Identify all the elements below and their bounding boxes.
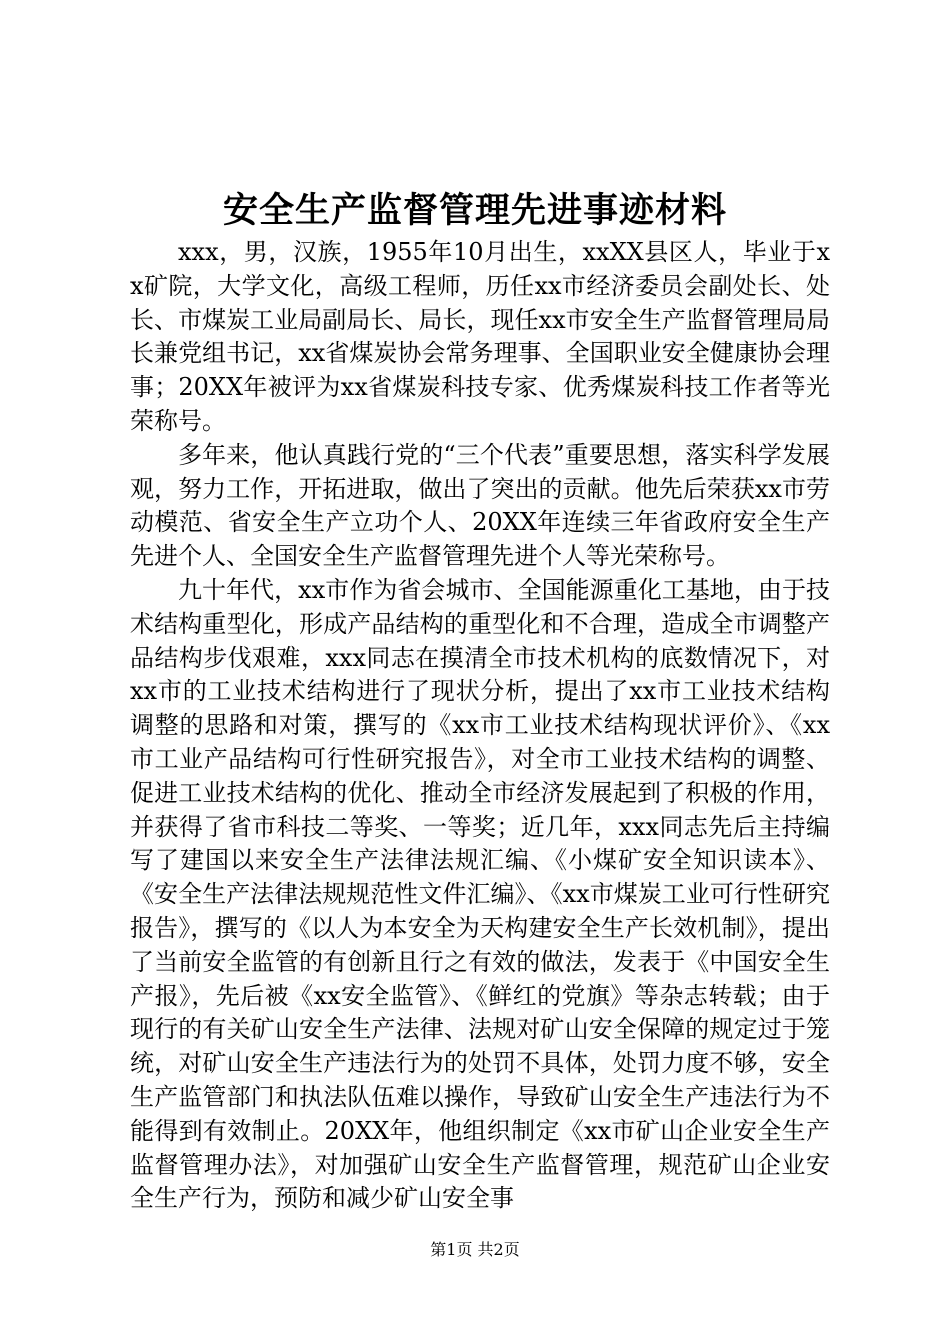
paragraph-1: xxx，男，汉族，1955年10月出生，xxXX县区人，毕业于xx矿院，大学文化，高级工程师，历任xx市经济委员会副处长、处长、市煤炭工业局副局长、局长，现任xx市安全生产监督管理局局长兼党组书记，xx省煤炭协会常务理事、全国职业安全健康协会理事；20XX年被评为xx省煤炭科技专家、优秀煤炭科技工作者等光荣称号。: [130, 238, 830, 435]
page-footer: 第1页 共2页: [430, 1240, 520, 1259]
document-body: [130, 236, 830, 1216]
paragraph-3: 九十年代，xx市作为省会城市、全国能源重化工基地，由于技术结构重型化，形成产品结构的重型化和不合理，造成全市调整产品结构步伐艰难，xxx同志在摸清全市技术机构的底数情况下，对xx市的工业技术结构进行了现状分析，提出了xx市工业技术结构调整的思路和对策，撰写的《xx市工业技术结构现状评价》、《xx市工业产品结构可行性研究报告》，对全市工业技术结构的调整、促进工业技术结构的优化、推动全市经济发展起到了积极的作用，并获得了省市科技二等奖、一等奖；近几年，xxx同志先后主持编写了建国以来安全生产法律法规汇编、《小煤矿安全知识读本》、《安全生产法律法规规范性文件汇编》、《xx市煤炭工业可行性研究报告》，撰写的《以人为本安全为天构建安全生产长效机制》，提出了当前安全监管的有创新且行之有效的做法，发表于《中国安全生产报》，先后被《xx安全监管》、《鲜红的党旗》等杂志转载；由于现行的有关矿山安全生产法律、法规对矿山安全保障的规定过于笼统，对矿山安全生产违法行为的处罚不具体，处罚力度不够，安全生产监管部门和执法队伍难以操作，导致矿山安全生产违法行为不能得到有效制止。20XX年，他组织制定《xx市矿山企业安全生产监督管理办法》，对加强矿山安全生产监督管理，规范矿山企业安全生产行为，预防和减少矿山安全事: [130, 575, 830, 1213]
document-title: 安全生产监督管理先进事迹材料: [222, 190, 727, 231]
paragraph-2: 多年来，他认真践行党的“三个代表”重要思想，落实科学发展观，努力工作，开拓进取，做出了突出的贡献。他先后荣获xx市劳动模范、省安全生产立功个人、20XX年连续三年省政府安全生产先进个人、全国安全生产监督管理先进个人等光荣称号。: [130, 440, 830, 571]
